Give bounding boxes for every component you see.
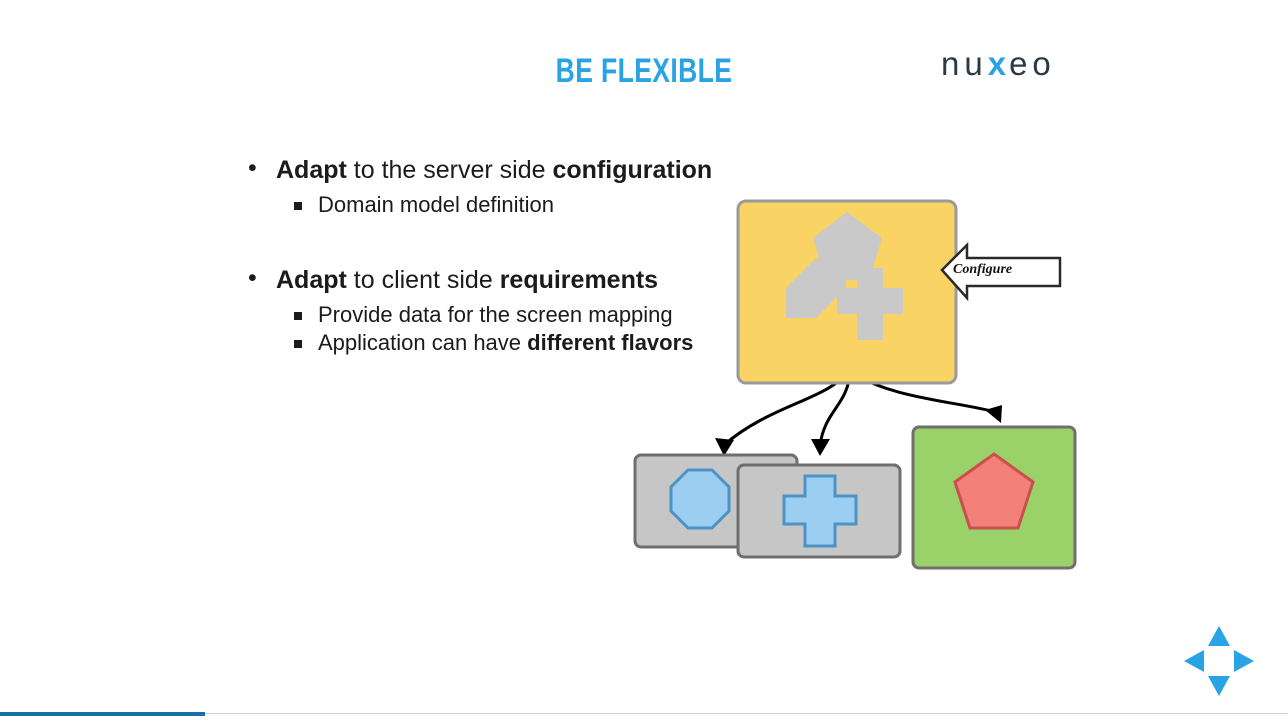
- bullet-3-part-2: requirements: [499, 266, 659, 294]
- page-title: BE FLEXIBLE: [555, 52, 733, 90]
- diagram-svg: [620, 190, 1120, 580]
- list-item: [240, 155, 760, 185]
- arrowhead-left: [715, 438, 734, 456]
- bullet-5-part-1: different flavors: [527, 330, 694, 355]
- nav-up-arrow[interactable]: [1208, 626, 1230, 646]
- nav-right-arrow[interactable]: [1234, 650, 1254, 672]
- arrowhead-right: [985, 405, 1002, 423]
- configure-label: Configure: [953, 262, 1013, 277]
- logo-x-icon: x: [987, 45, 1010, 82]
- bullet-1-part-2: configuration: [552, 156, 713, 184]
- logo-text-before: nu: [941, 45, 988, 82]
- bullet-3-part-0: Adapt: [276, 266, 347, 294]
- nuxeo-logo: [941, 44, 1081, 84]
- bullet-4-part-0: Provide data for the screen mapping: [318, 302, 673, 327]
- architecture-diagram: [620, 190, 1120, 580]
- nav-left-arrow[interactable]: [1184, 650, 1204, 672]
- bullet-3-part-1: to client side: [346, 266, 500, 294]
- progress-bar[interactable]: [0, 712, 205, 716]
- bullet-2-part-0: Domain model definition: [318, 192, 555, 217]
- logo-text-after: eo: [1009, 45, 1056, 82]
- arrowhead-center: [811, 439, 830, 456]
- nav-down-arrow[interactable]: [1208, 676, 1230, 696]
- bullet-1-part-0: Adapt: [276, 156, 347, 184]
- bullet-1-part-1: to the server side: [346, 156, 553, 184]
- bullet-5-part-0: Application can have: [318, 330, 528, 355]
- slide-navigation[interactable]: [1178, 620, 1260, 702]
- client-octagon-icon: [671, 470, 729, 528]
